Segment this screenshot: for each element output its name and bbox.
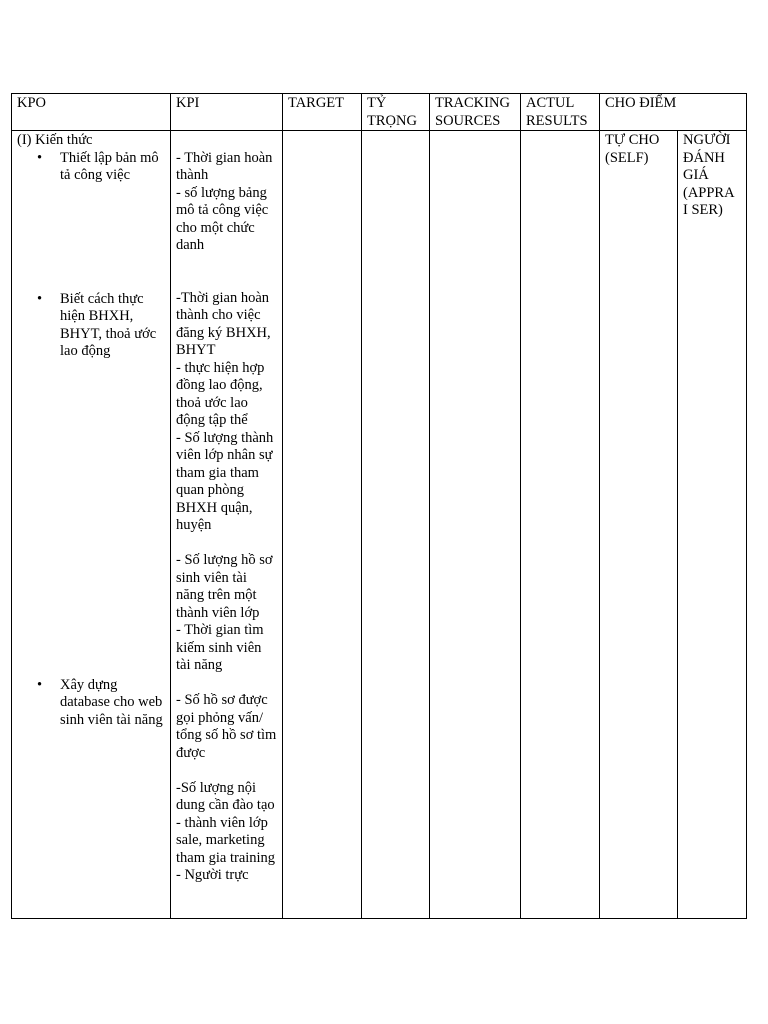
kpi-item: -Thời gian hoàn thành cho việc đăng ký BHXH, BHYT bbox=[176, 289, 271, 358]
actul-results-cell bbox=[521, 131, 600, 919]
kpo-item-social-insurance: • Biết cách thực hiện BHXH, BHYT, thoả ước lao động bbox=[37, 291, 166, 361]
kpi-item: - Số hồ sơ được gọi phỏng vấn/ tổng số hồ sơ tìm được bbox=[176, 692, 277, 761]
header-tracking-sources: TRACKING SOURCES bbox=[430, 94, 521, 131]
kpo-item-job-description: • Thiết lập bản mô tả công việc bbox=[37, 150, 166, 185]
ty-trong-cell bbox=[362, 131, 430, 919]
kpi-item: - Người trực bbox=[176, 867, 249, 883]
body-row bbox=[12, 131, 747, 919]
header-actul-results: ACTUL RESULTS bbox=[521, 94, 600, 131]
kpi-item: - thực hiện hợp đồng lao động, thoả ước lao động tập thể bbox=[176, 359, 265, 428]
header-ty-trong: TỶ TRỌNG bbox=[362, 94, 430, 131]
header-target: TARGET bbox=[283, 94, 362, 131]
tracking-sources-cell bbox=[430, 131, 521, 919]
kpi-item: - Số lượng thành viên lớp nhân sự tham gia tham quan phòng BHXH quận, huyện bbox=[176, 429, 274, 533]
kpo-section-title: (I) Kiến thức bbox=[17, 132, 93, 148]
kpi-table bbox=[11, 93, 747, 919]
kpi-item: - Thời gian hoàn thành bbox=[176, 149, 273, 183]
target-cell bbox=[283, 131, 362, 919]
header-row bbox=[12, 94, 747, 131]
kpi-item: - Số lượng hồ sơ sinh viên tài năng trên một thành viên lớp bbox=[176, 552, 273, 621]
kpi-item: - số lượng bảng mô tả công việc cho một chức danh bbox=[176, 184, 269, 253]
kpi-cell bbox=[171, 131, 283, 919]
header-cho-diem: CHO ĐIỂM bbox=[600, 94, 747, 131]
appraiser-score-cell: NGƯỜI ĐÁNH GIÁ (APPRA I SER) bbox=[678, 131, 747, 919]
kpi-item: -Số lượng nội dung cần đào tạo bbox=[176, 779, 275, 813]
kpi-item: - Thời gian tìm kiếm sinh viên tài năng bbox=[176, 622, 264, 673]
kpo-list bbox=[17, 150, 166, 730]
header-kpi: KPI bbox=[171, 94, 283, 131]
kpo-cell bbox=[12, 131, 171, 919]
kpo-item-talent-database: • Xây dựng database cho web sinh viên tài năng bbox=[37, 677, 166, 730]
header-kpo: KPO bbox=[12, 94, 171, 131]
kpi-item: - thành viên lớp sale, marketing tham gia training bbox=[176, 814, 276, 866]
self-score-cell: TỰ CHO (SELF) bbox=[600, 131, 678, 919]
